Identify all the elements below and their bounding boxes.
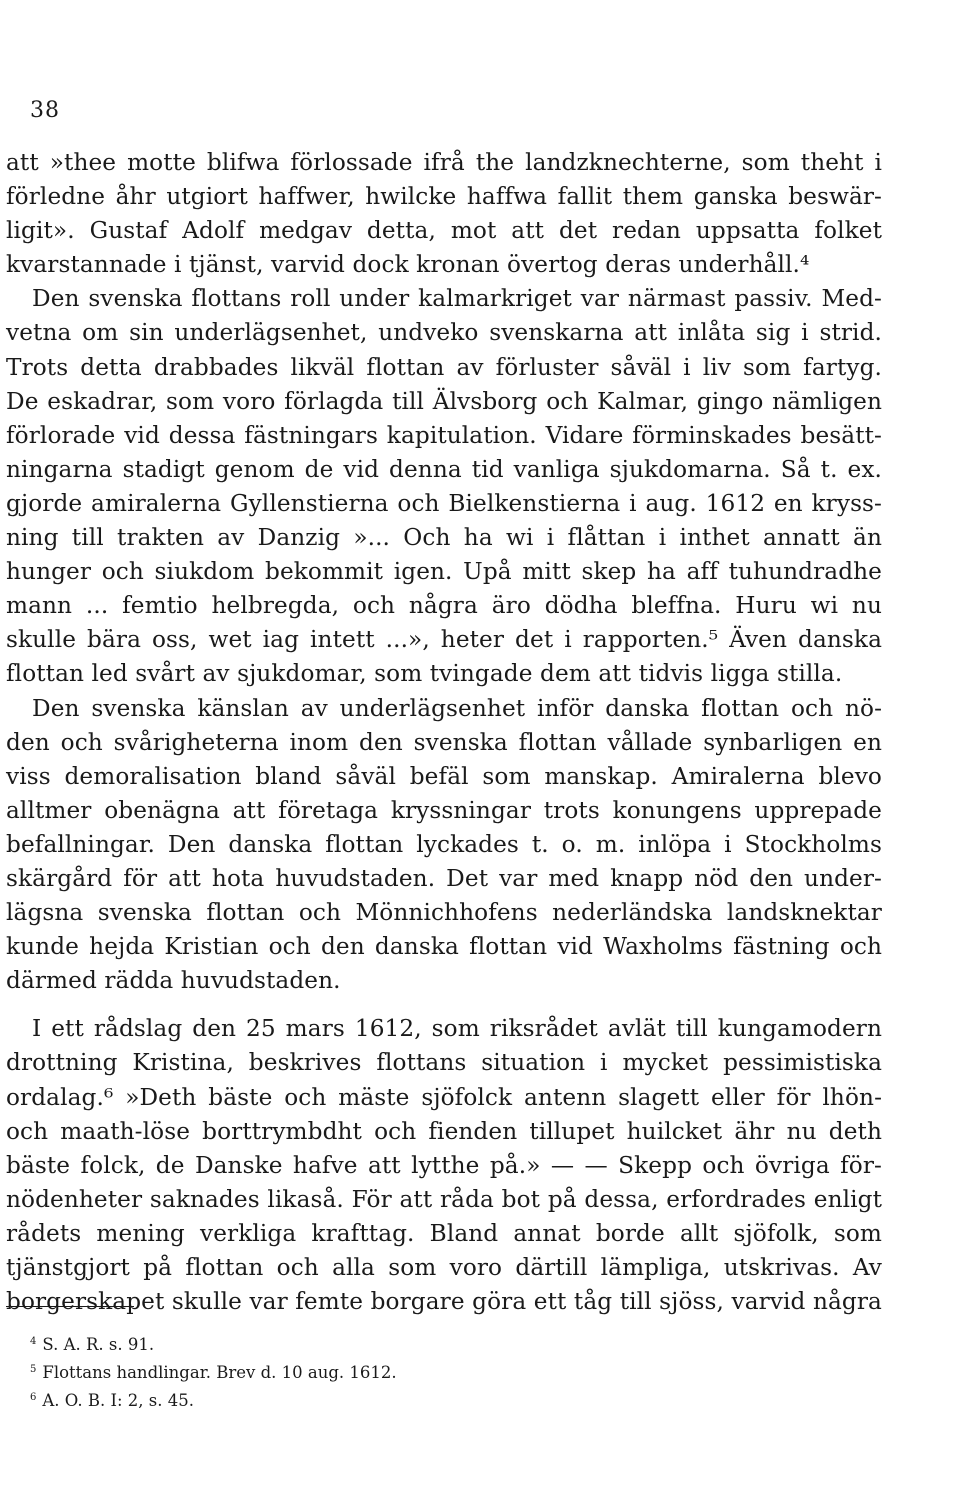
text-line: rådets mening verkliga krafttag. Bland annat borde allt sjöfolk, som xyxy=(6,1219,882,1247)
text-line: Trots detta drabbades likväl flottan av förluster såväl i liv som fartyg. xyxy=(6,353,882,381)
text-line: skärgård för att hota huvudstaden. Det var med knapp nöd den under- xyxy=(6,864,882,892)
text-line: viss demoralisation bland såväl befäl som manskap. Amiralerna blevo xyxy=(6,762,882,790)
text-line: skulle bära oss, wet iag intett ...», heter det i rapporten.⁵ Även danska xyxy=(6,626,882,654)
text-line: och maath-löse borttrymbdht och fienden tillupet huilcket ähr nu deth xyxy=(6,1117,882,1145)
text-line: ning till trakten av Danzig »... Och ha wi i flåttan i inthet annatt än xyxy=(6,524,882,552)
text-line: gjorde amiralerna Gyllenstierna och Bielkenstierna i aug. 1612 en kryss- xyxy=(6,489,882,517)
footnote-marker: 4 xyxy=(30,1336,37,1347)
footnote-marker: 5 xyxy=(30,1364,37,1375)
text-line: Den svenska flottans roll under kalmarkriget var närmast passiv. Med- xyxy=(32,285,882,313)
text-line: drottning Kristina, beskrives flottans situation i mycket pessimistiska xyxy=(6,1049,882,1077)
text-line: De eskadrar, som voro förlagda till Älvsborg och Kalmar, gingo nämligen xyxy=(6,387,882,415)
paragraph-gap xyxy=(6,998,882,1012)
text-line: ligit». Gustaf Adolf medgav detta, mot att det redan uppsatta folket xyxy=(6,217,882,245)
body-text xyxy=(6,146,882,1319)
text-line: ningarna stadigt genom de vid denna tid vanliga sjukdomarna. Så t. ex. xyxy=(6,455,882,483)
text-line: kunde hejda Kristian och den danska flottan vid Waxholms fästning och xyxy=(6,933,882,961)
page-number: 38 xyxy=(30,98,60,123)
text-line: Den svenska känslan av underlägsenhet inför danska flottan och nö- xyxy=(32,694,882,722)
text-line: tjänstgjort på flottan och alla som voro därtill lämpliga, utskrivas. Av xyxy=(6,1254,882,1281)
text-line: alltmer obenägna att företaga kryssningar trots konungens upprepade xyxy=(6,796,882,824)
footnote-divider xyxy=(6,1306,134,1307)
text-line: flottan led svårt av sjukdomar, som tvingade dem att tidvis ligga stilla. xyxy=(6,660,843,688)
text-line: förlorade vid dessa fästningars kapitulation. Vidare förminskades besätt- xyxy=(6,421,882,449)
text-line: nödenheter saknades likaså. För att råda bot på dessa, erfordrades enligt xyxy=(6,1185,882,1213)
text-line: befallningar. Den danska flottan lyckades t. o. m. inlöpa i Stockholms xyxy=(6,830,882,858)
text-line: borgerskapet skulle var femte borgare göra ett tåg till sjöss, varvid några xyxy=(6,1288,882,1316)
text-line: därmed rädda huvudstaden. xyxy=(6,967,341,995)
text-line: bäste folck, de Danske hafve att lytthe på.» — — Skepp och övriga för- xyxy=(6,1151,882,1179)
footnote-text: S. A. R. s. 91. xyxy=(42,1335,155,1354)
footnotes xyxy=(30,1329,397,1413)
text-line: ordalag.⁶ »Deth bäste och mäste sjöfolck antenn slagett eller för lhön- xyxy=(6,1083,882,1111)
footnote xyxy=(30,1357,397,1385)
text-line: att »thee motte blifwa förlossade ifrå the landzknechterne, som theht i xyxy=(6,149,882,176)
footnote xyxy=(30,1329,397,1357)
text-line: vetna om sin underlägsenhet, undveko svenskarna att inlåta sig i strid. xyxy=(6,319,882,347)
text-line: hunger och siukdom bekommit igen. Upå mitt skep ha aff tuhundradhe xyxy=(6,558,882,586)
footnote-text: Flottans handlingar. Brev d. 10 aug. 1612. xyxy=(42,1363,397,1382)
text-line: mann ... femtio helbregda, och några äro dödha bleffna. Huru wi nu xyxy=(6,592,882,620)
footnote xyxy=(30,1385,397,1413)
footnote-text: A. O. B. I: 2, s. 45. xyxy=(42,1391,194,1410)
footnote-marker: 6 xyxy=(30,1392,37,1403)
text-line: den och svårigheterna inom den svenska flottan vållade synbarligen en xyxy=(6,728,882,756)
text-line: kvarstannade i tjänst, varvid dock kronan övertog deras underhåll.⁴ xyxy=(6,251,810,279)
text-line: förledne åhr utgiort haffwer, hwilcke haffwa fallit them ganska beswär- xyxy=(6,183,882,211)
text-line: lägsna svenska flottan och Mönnichhofens nederländska landsknektar xyxy=(6,899,882,927)
text-line: I ett rådslag den 25 mars 1612, som riksrådet avlät till kungamodern xyxy=(32,1015,882,1043)
